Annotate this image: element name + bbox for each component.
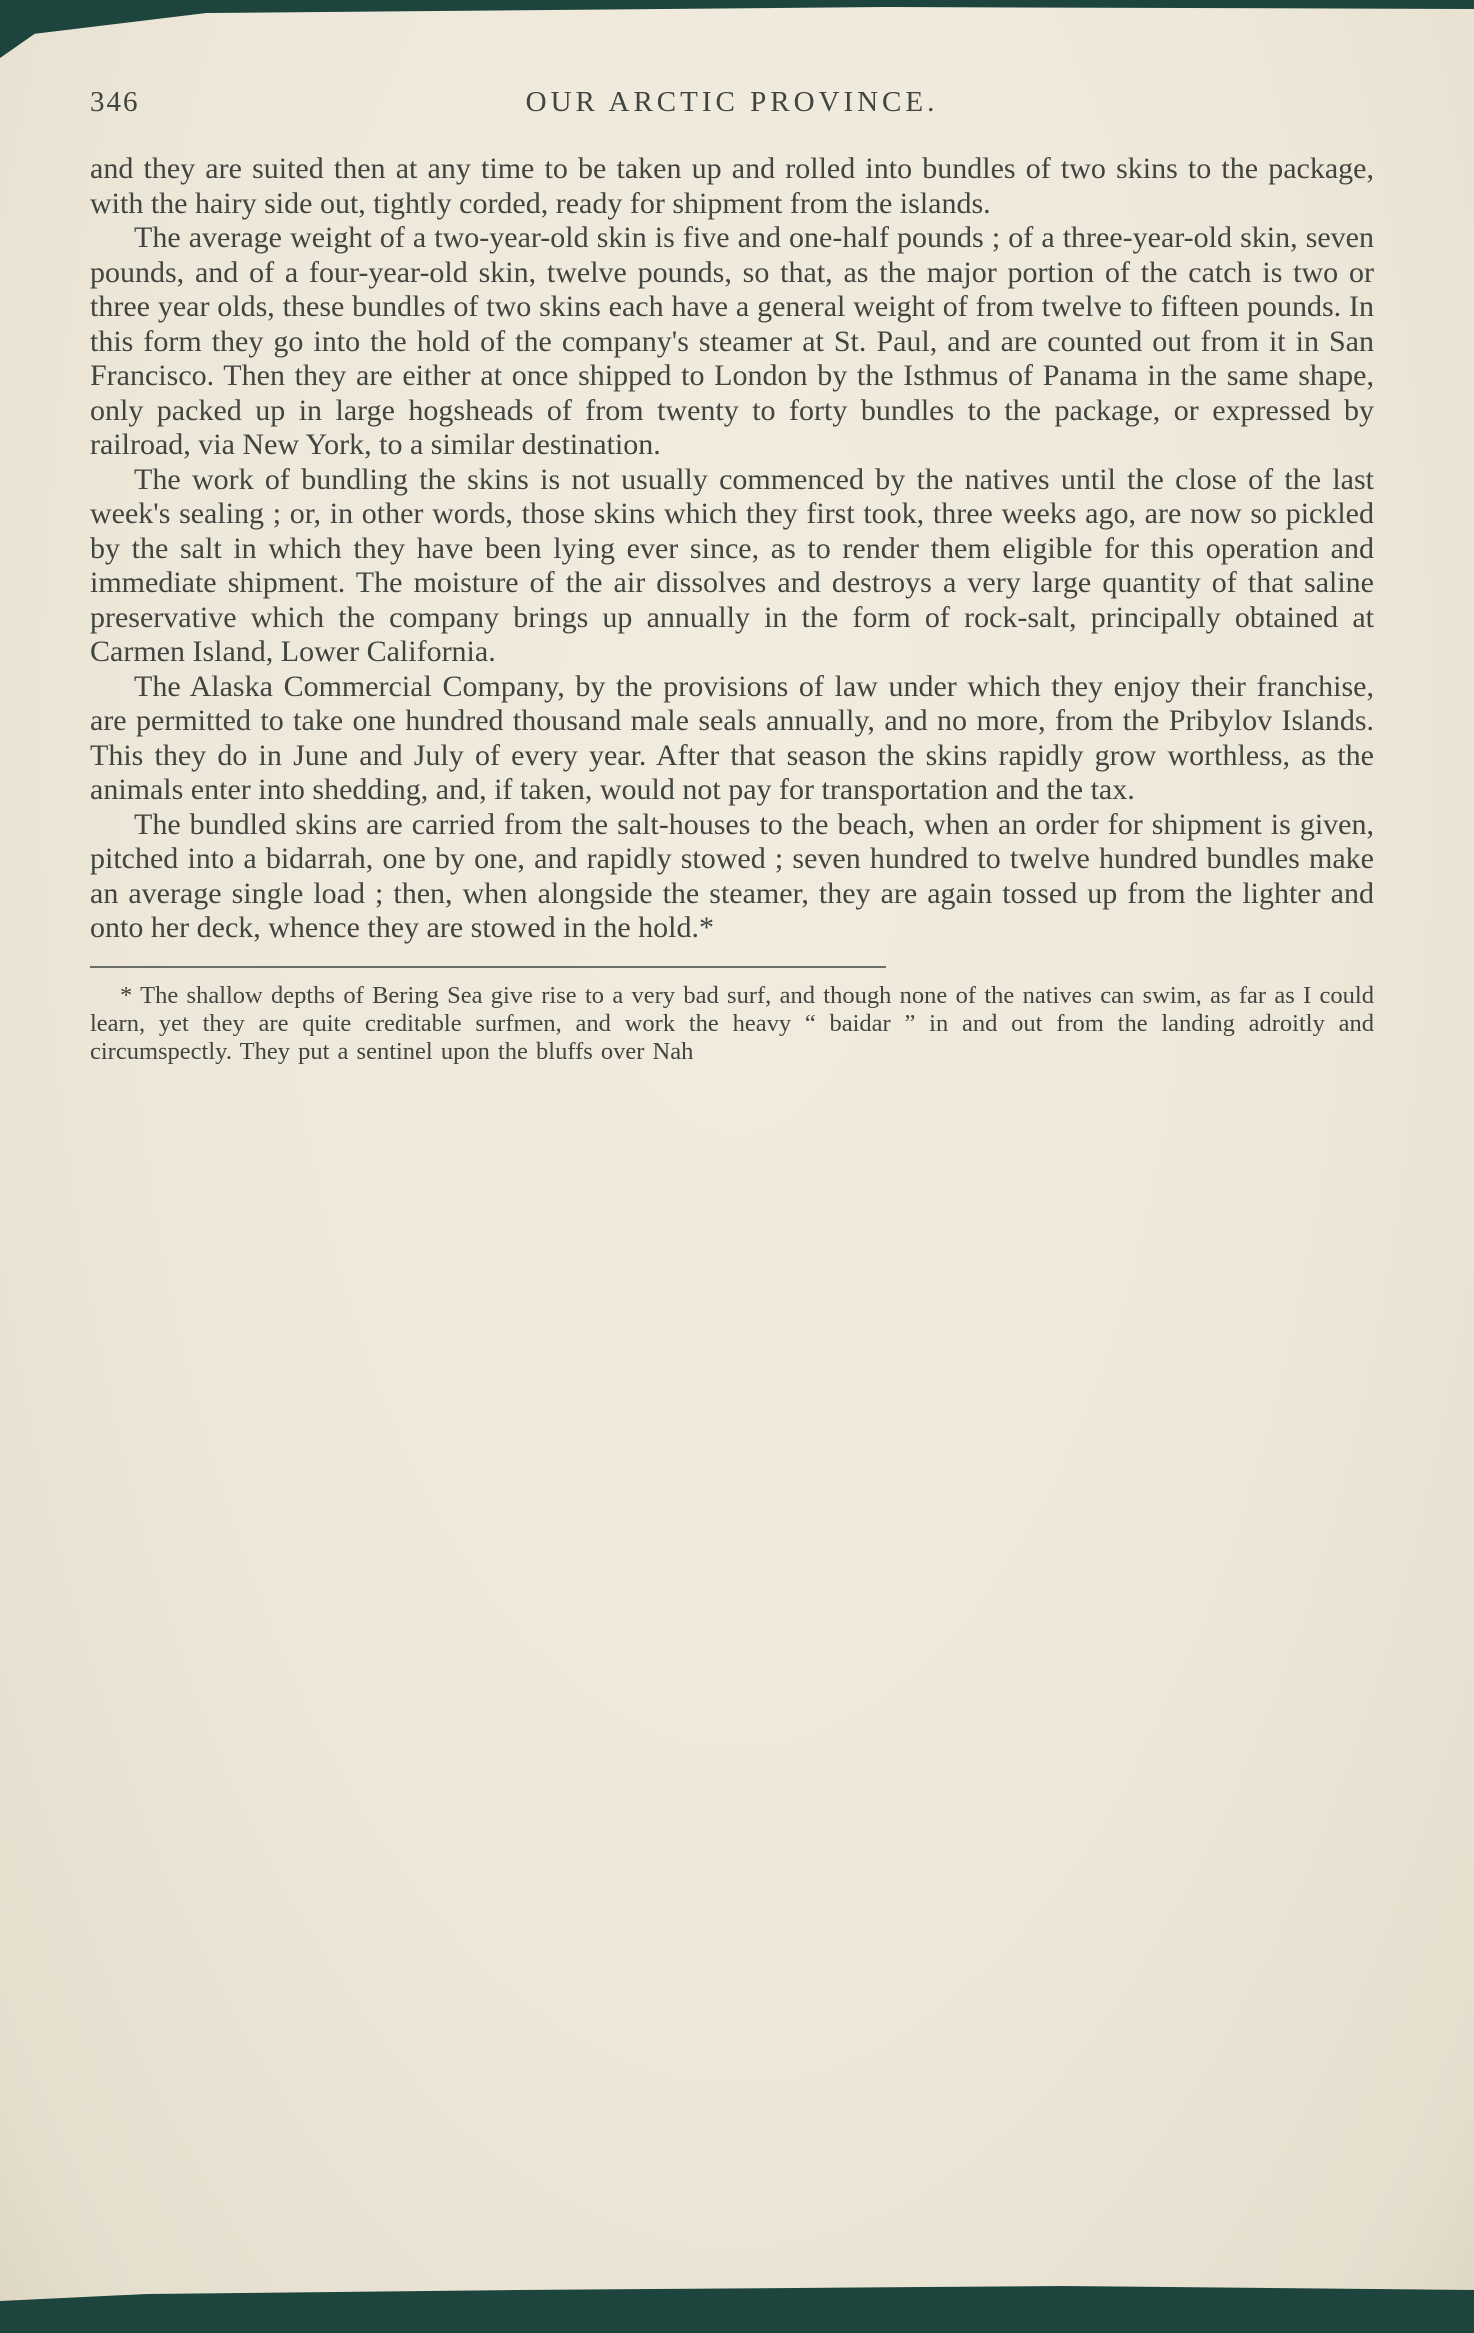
body-text: [90, 152, 1374, 946]
running-header-title: OUR ARCTIC PROVINCE.: [525, 86, 939, 118]
paragraph: The bundled skins are carried from the salt-houses to the beach, when an order for shipment is given, pitched into a bidarrah, one by one, and rapidly stowed ; seven hundred to twelve hundred bundles make an average single load ; then, when alongside the steamer, they are again tossed up from the lighter and onto her deck, whence they are stowed in the hold.*: [90, 807, 1374, 944]
footnote-rule: [90, 966, 886, 968]
footnote: * The shallow depths of Bering Sea give rise to a very bad surf, and though none of the natives can swim, as far as I could learn, yet they are quite creditable surfmen, and work the heavy “ baidar ” in and out from the landing adroitly and circumspectly. They put a sentinel upon the bluffs over Nah: [90, 981, 1374, 1065]
paragraph: The work of bundling the skins is not usually commenced by the natives until the close of the last week's sealing ; or, in other words, those skins which they first took, three weeks ago, are now so pickled by the salt in which they have been lying ever since, as to render them eligible for this operation and immediate shipment. The moisture of the air dissolves and destroys a very large quantity of that saline preservative which the company brings up annually in the form of rock-salt, principally obtained at Carmen Island, Lower California.: [90, 462, 1374, 668]
paragraph: The average weight of a two-year-old skin is five and one-half pounds ; of a three-year-old skin, seven pounds, and of a four-year-old skin, twelve pounds, so that, as the major portion of the catch is two or three year olds, these bundles of two skins each have a general weight of from twelve to fifteen pounds. In this form they go into the hold of the company's steamer at St. Paul, and are counted out from it in San Francisco. Then they are either at once shipped to London by the Isthmus of Panama in the same shape, only packed up in large hogsheads of from twenty to forty bundles to the package, or expressed by railroad, via New York, to a similar destination.: [90, 221, 1374, 461]
paragraph: The Alaska Commercial Company, by the provisions of law under which they enjoy their franchise, are permitted to take one hundred thousand male seals annually, and no more, from the Pribylov Islands. This they do in June and July of every year. After that season the skins rapidly grow worthless, as the animals enter into shedding, and, if taken, would not pay for transportation and the tax.: [90, 669, 1374, 806]
page-number: 346: [90, 86, 140, 118]
page-header: [90, 84, 1374, 126]
paragraph-continuation: and they are suited then at any time to be taken up and rolled into bundles of two skins to the package, with the hairy side out, tightly corded, ready for shipment from the islands.: [90, 152, 1374, 220]
